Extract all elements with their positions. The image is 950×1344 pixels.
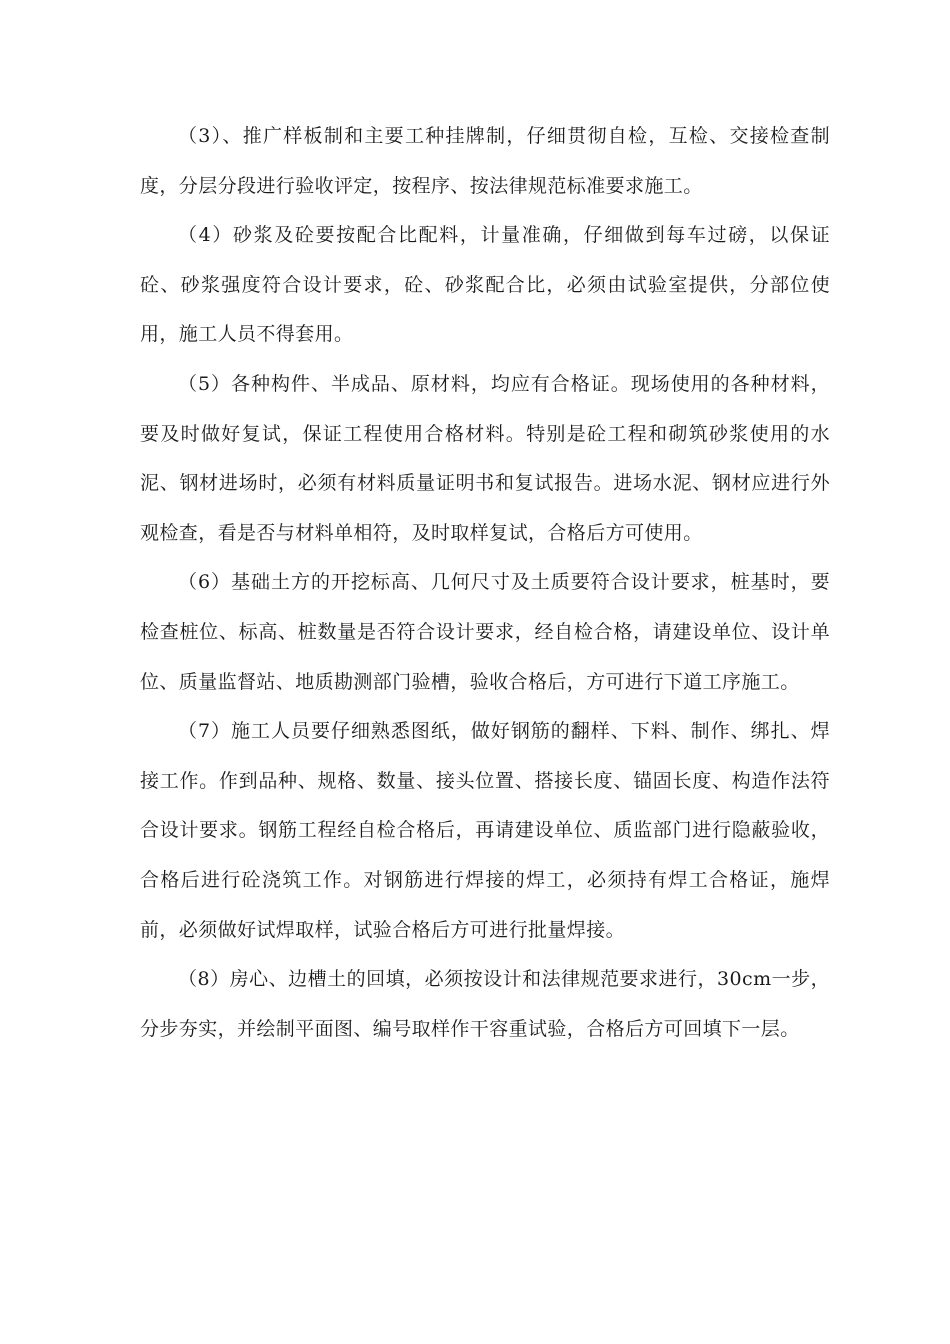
paragraph-5: （5）各种构件、半成品、原材料，均应有合格证。现场使用的各种材料，要及时做好复试，保证工程使用合格材料。特别是砼工程和砌筑砂浆使用的水泥、钢材进场时，必须有材料质量证明书和复试报告。进场水泥、钢材应进行外观检查，看是否与材料单相符，及时取样复试，合格后方可使用。 — [140, 372, 830, 544]
paragraph-6: （6）基础土方的开挖标高、几何尺寸及土质要符合设计要求，桩基时，要检查桩位、标高、桩数量是否符合设计要求，经自检合格，请建设单位、设计单位、质量监督站、地质勘测部门验槽，验收合格后，方可进行下道工序施工。 — [140, 571, 830, 693]
paragraph-4: （4）砂浆及砼要按配合比配料，计量准确，仔细做到每车过磅，以保证砼、砂浆强度符合设计要求，砼、砂浆配合比，必须由试验室提供，分部位使用，施工人员不得套用。 — [140, 224, 830, 346]
document-body — [140, 112, 830, 1054]
paragraph-8: （8）房心、边槽土的回填，必须按设计和法律规范要求进行，30cm一步，分步夯实，并绘制平面图、编号取样作干容重试验，合格后方可回填下一层。 — [140, 968, 830, 1040]
paragraph-3: （3）、推广样板制和主要工种挂牌制，仔细贯彻自检，互检、交接检查制度，分层分段进行验收评定，按程序、按法律规范标准要求施工。 — [140, 125, 830, 197]
paragraph-7: （7）施工人员要仔细熟悉图纸，做好钢筋的翻样、下料、制作、绑扎、焊接工作。作到品种、规格、数量、接头位置、搭接长度、锚固长度、构造作法符合设计要求。钢筋工程经自检合格后，再请建设单位、质监部门进行隐蔽验收，合格后进行砼浇筑工作。对钢筋进行焊接的焊工，必须持有焊工合格证，施焊前，必须做好试焊取样，试验合格后方可进行批量焊接。 — [140, 720, 830, 941]
